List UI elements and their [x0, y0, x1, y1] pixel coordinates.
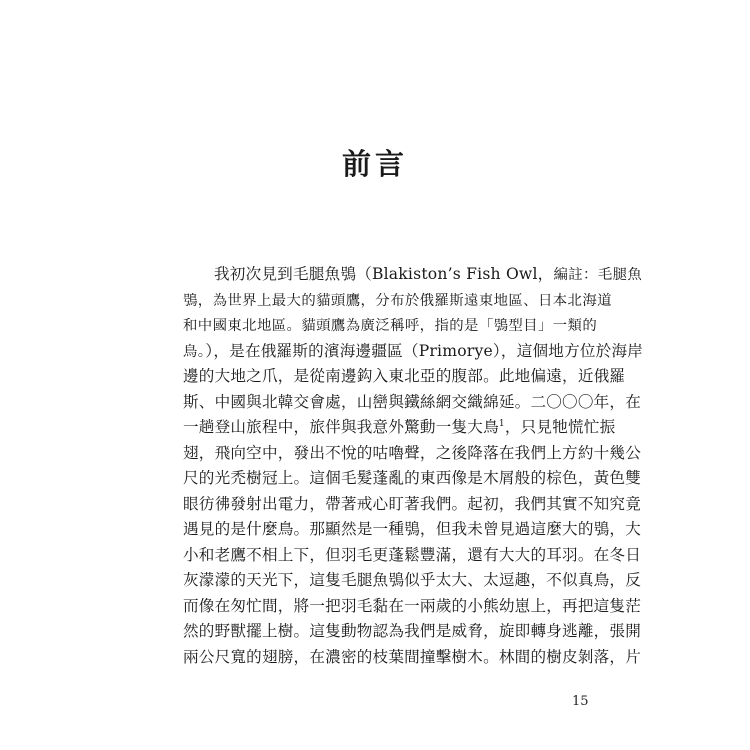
footnote-reference[interactable]: 1	[498, 418, 505, 429]
text-span: ，只見牠慌忙振	[504, 418, 616, 436]
text-span: 眼彷彿發射出電力，帶著戒心盯著我們。起初，我們其實不知究竟	[183, 494, 642, 513]
text-line	[183, 517, 642, 543]
text-span: 而像在匆忙間，將一把羽毛黏在一兩歲的小熊幼崽上，再把這隻茫	[183, 596, 642, 615]
text-span: 一趟登山旅程中，旅伴與我意外驚動一隻大鳥	[183, 418, 499, 436]
text-line	[183, 466, 642, 492]
page-number: 15	[572, 694, 589, 709]
text-line	[183, 364, 626, 390]
editor-note: 鳥。	[183, 343, 206, 360]
editor-note: 和中國東北地區。貓頭鷹為廣泛稱呼，指的是「鴞型目」一類的	[183, 318, 598, 334]
text-span: 翅，飛向空中，發出不悅的咕嚕聲，之後降落在我們上方約十幾公	[183, 443, 642, 462]
text-line	[183, 288, 612, 314]
text-line	[183, 262, 643, 288]
text-line	[183, 441, 642, 467]
text-line	[183, 339, 644, 365]
text-line	[183, 543, 642, 569]
text-line	[183, 415, 616, 441]
text-span: 兩公尺寬的翅膀，在濃密的枝葉間撞擊樹木。林間的樹皮剝落，片	[183, 647, 642, 666]
text-span: 小和老鷹不相上下，但羽毛更蓬鬆豐滿，還有大大的耳羽。在冬日	[183, 545, 642, 564]
body-text	[183, 262, 644, 670]
text-line	[183, 594, 642, 620]
text-span: 尺的光禿樹冠上。這個毛髮蓬亂的東西像是木屑般的棕色，黃色雙	[183, 469, 642, 487]
text-span: 斯、中國與北韓交會處，山巒與鐵絲網交織綿延。二〇〇〇年，在	[183, 392, 642, 411]
text-span: 遇見的是什麼鳥。那顯然是一種鴞，但我未曾見過這麼大的鴞，大	[183, 520, 642, 538]
text-line	[183, 619, 642, 645]
text-line	[183, 313, 598, 339]
text-line	[183, 492, 642, 518]
text-span: 然的野獸擺上樹。這隻動物認為我們是威脅，旋即轉身逃離，張開	[183, 622, 642, 640]
text-line	[183, 645, 642, 671]
text-span: 邊的大地之爪，是從南邊鈎入東北亞的腹部。此地偏遠，近俄羅	[183, 367, 626, 385]
editor-note: 鴞，為世界上最大的貓頭鷹，分布於俄羅斯遠東地區、日本北海道	[183, 292, 612, 309]
chapter-title: 前言	[341, 147, 408, 181]
text-line	[183, 568, 642, 594]
text-span: 我初次見到毛腿魚鴞（Blakiston’s Fish Owl，	[214, 265, 554, 283]
text-span: 灰濛濛的天光下，這隻毛腿魚鴞似乎太大、太逗趣，不似真鳥，反	[183, 571, 642, 589]
text-span: ），是在俄羅斯的濱海邊疆區（Primorye），這個地方位於海岸	[205, 341, 644, 360]
text-line	[183, 390, 642, 416]
editor-note: 編註：毛腿魚	[553, 267, 643, 283]
